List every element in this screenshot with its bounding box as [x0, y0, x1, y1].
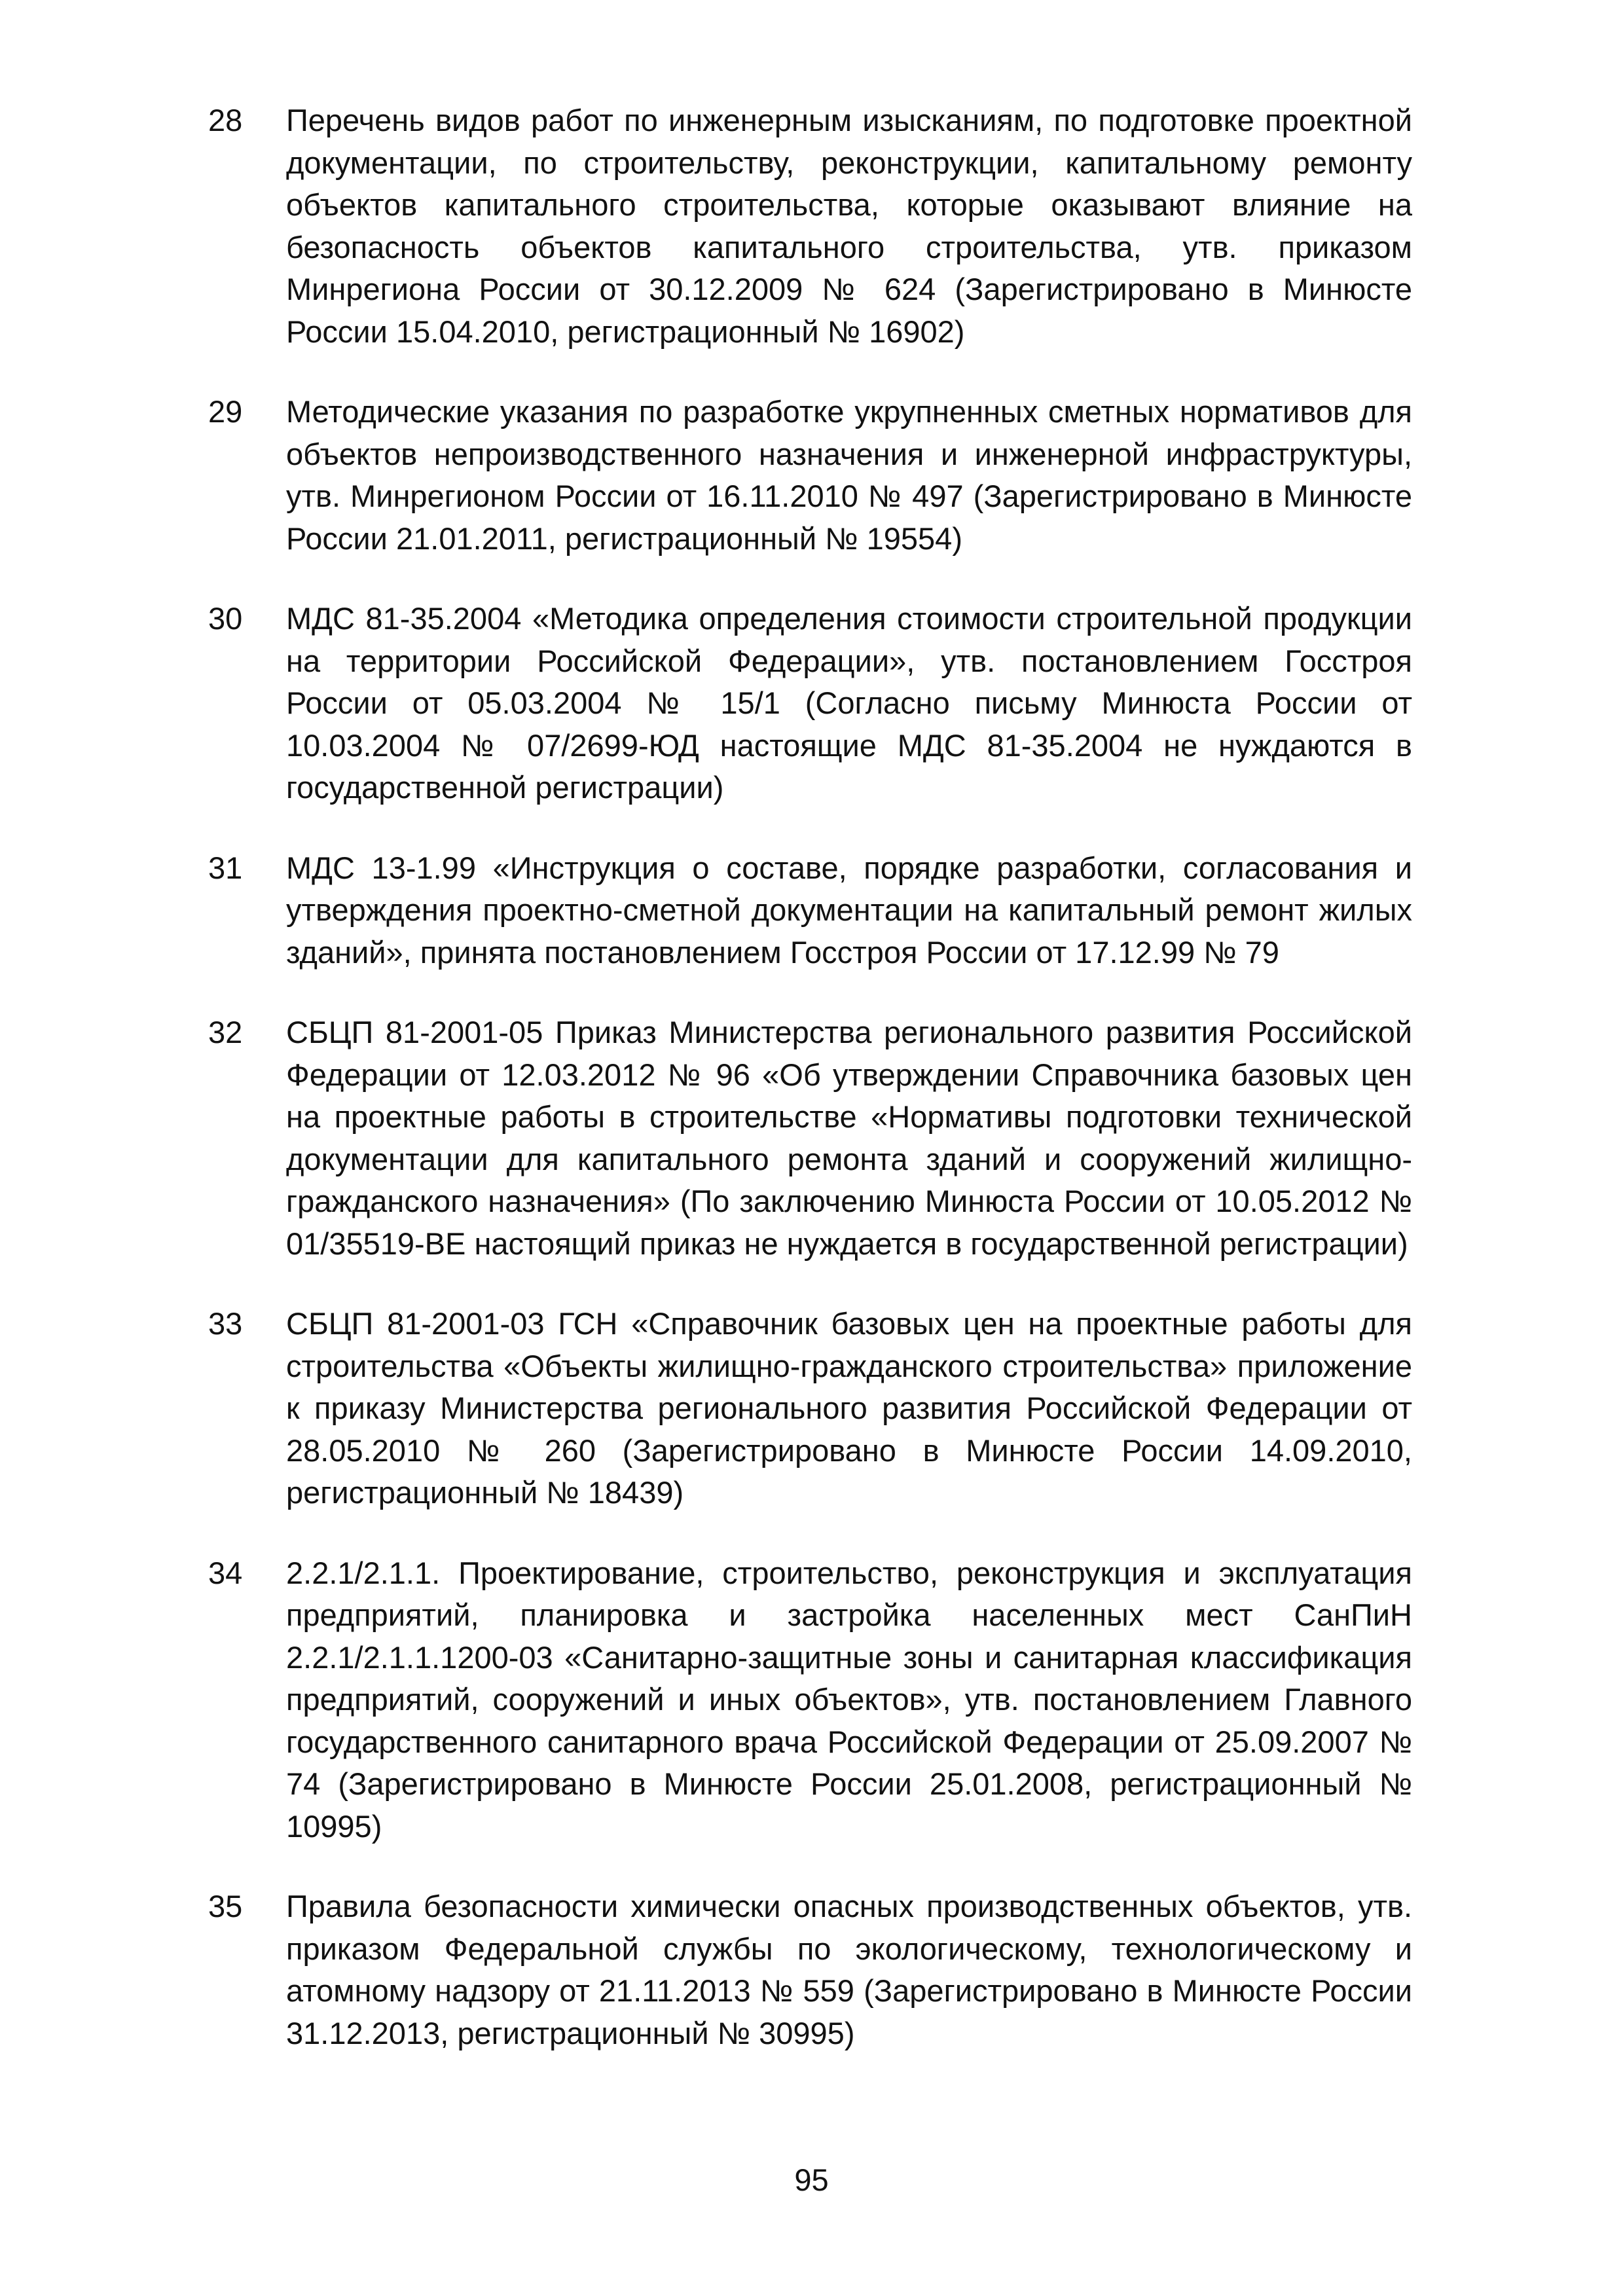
item-number: 32: [208, 1015, 243, 1049]
item-text: СБЦП 81-2001-05 Приказ Министерства регионального развития Российской Федерации от 12.03.2012 № 96 «Об утверждении Справочника базовых цен на проектные работы в строительстве «Нормативы подготовки технической документации для капитального ремонта зданий и сооружений жилищно-гражданского назначения» (По заключению Минюста России от 10.05.2012 № 01/35519-ВЕ настоящий приказ не нуждается в государственной регистрации): [286, 1015, 1412, 1261]
list-item: [0, 1552, 1623, 1848]
list-item: [0, 598, 1623, 809]
list-item: [0, 391, 1623, 560]
item-text: МДС 81-35.2004 «Методика определения стоимости строительной продукции на территории Российской Федерации», утв. постановлением Госстроя России от 05.03.2004 № 15/1 (Согласно письму Минюста России от 10.03.2004 № 07/2699-ЮД настоящие МДС 81-35.2004 не нуждаются в государственной регистрации): [286, 601, 1412, 805]
item-number: 28: [208, 103, 243, 137]
item-text: 2.2.1/2.1.1. Проектирование, строительство, реконструкция и эксплуатация предприятий, планировка и застройка населенных мест СанПиН 2.2.1/2.1.1.1200-03 «Санитарно-защитные зоны и санитарная классификация предприятий, сооружений и иных объектов», утв. постановлением Главного государственного санитарного врача Российской Федерации от 25.09.2007 № 74 (Зарегистрировано в Минюсте России 25.01.2008, регистрационный № 10995): [286, 1555, 1412, 1844]
item-number: 35: [208, 1889, 243, 1923]
item-number: 29: [208, 394, 243, 429]
list-item: [0, 1303, 1623, 1514]
item-text: МДС 13-1.99 «Инструкция о составе, порядке разработки, согласования и утверждения проектно-сметной документации на капитальный ремонт жилых зданий», принята постановлением Госстроя России от 17.12.99 № 79: [286, 850, 1412, 970]
item-number: 33: [208, 1306, 243, 1341]
list-item: [0, 847, 1623, 974]
item-text: СБЦП 81-2001-03 ГСН «Справочник базовых цен на проектные работы для строительства «Объекты жилищно-гражданского строительства» приложение к приказу Министерства регионального развития Российской Федерации от 28.05.2010 № 260 (Зарегистрировано в Минюсте России 14.09.2010, регистрационный № 18439): [286, 1306, 1412, 1510]
item-number: 31: [208, 850, 243, 885]
item-text: Перечень видов работ по инженерным изысканиям, по подготовке проектной документации, по строительству, реконструкции, капитальному ремонту объектов капитального строительства, которые оказывают влияние на безопасность объектов капитального строительства, утв. приказом Минрегиона России от 30.12.2009 № 624 (Зарегистрировано в Минюсте России 15.04.2010, регистрационный № 16902): [286, 103, 1412, 349]
item-text: Методические указания по разработке укрупненных сметных нормативов для объектов непроизводственного назначения и инженерной инфраструктуры, утв. Минрегионом России от 16.11.2010 № 497 (Зарегистрировано в Минюсте России 21.01.2011, регистрационный № 19554): [286, 394, 1412, 556]
item-number: 34: [208, 1555, 243, 1590]
list-item: [0, 100, 1623, 353]
item-text: Правила безопасности химически опасных производственных объектов, утв. приказом Федеральной службы по экологическому, технологическому и атомному надзору от 21.11.2013 № 559 (Зарегистрировано в Минюсте России 31.12.2013, регистрационный № 30995): [286, 1889, 1412, 2050]
reference-list: [0, 100, 1623, 2092]
list-item: [0, 1886, 1623, 2054]
list-item: [0, 1011, 1623, 1265]
page-number: 95: [794, 2162, 829, 2197]
item-number: 30: [208, 601, 243, 636]
